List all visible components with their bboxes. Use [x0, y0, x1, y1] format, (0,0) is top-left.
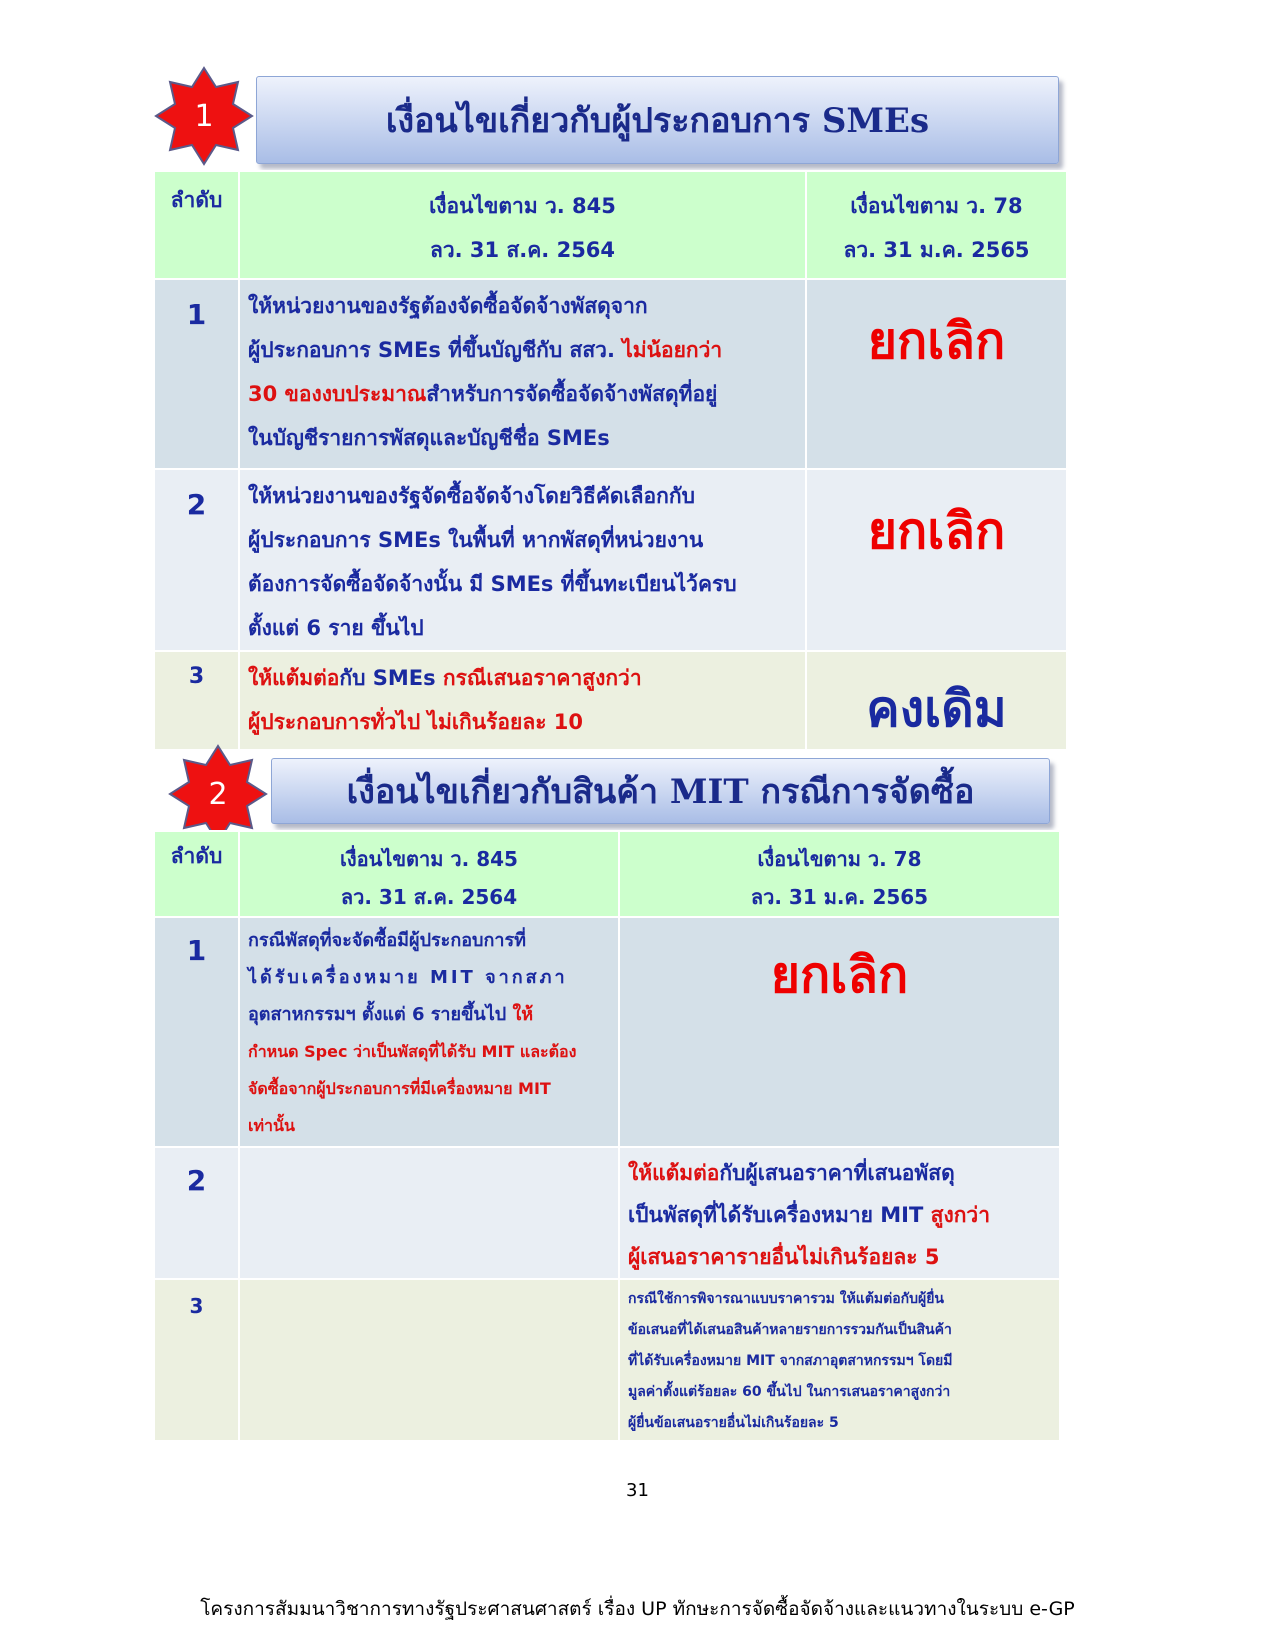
text-line [628, 1194, 1051, 1236]
text-line: กรณีพัสดุที่จะจัดซื้อมีผู้ประกอบการที่ [248, 930, 526, 951]
status-text: ยกเลิก [867, 502, 1006, 560]
text-line: ผู้ยื่นข้อเสนอรายอื่นไม่เกินร้อยละ 5 [628, 1415, 839, 1431]
text-line [248, 656, 797, 700]
status-text: คงเดิม [866, 680, 1007, 738]
highlight-segment: สูงกว่า [930, 1203, 990, 1227]
header-col1 [239, 831, 619, 917]
row-number-text: 1 [186, 934, 207, 967]
header-col2 [806, 171, 1067, 279]
table-row [154, 1147, 1060, 1279]
row-number-text: 3 [188, 664, 205, 689]
header-col2-line2: ลว. 31 ม.ค. 2565 [843, 238, 1030, 262]
text-line [628, 1152, 1051, 1194]
row-number-text: 1 [186, 298, 207, 331]
section1-badge-number: 1 [194, 98, 214, 134]
text-line [248, 372, 797, 416]
highlight-segment: ไม่น้อยกว่า [622, 338, 723, 362]
text-line [248, 328, 797, 372]
row-number [154, 1147, 239, 1279]
text-segment: กับผู้เสนอราคาที่เสนอพัสดุ [719, 1161, 955, 1185]
header-col1-line1: เงื่อนไขตาม ว. 845 [340, 847, 518, 871]
highlight-segment: ให้แต้มต่อ [248, 666, 340, 690]
page-number: 31 [626, 1480, 649, 1501]
status-text: ยกเลิก [867, 312, 1006, 370]
row-condition [239, 469, 806, 651]
text-line: ที่ได้รับเครื่องหมาย MIT จากสภาอุตสาหกรรมฯ โดยมี [628, 1353, 953, 1369]
status-text: ยกเลิก [770, 946, 909, 1004]
row-status [619, 917, 1060, 1147]
text-line: ให้หน่วยงานของรัฐจัดซื้อจัดจ้างโดยวิธีคัดเลือกกับ [248, 484, 695, 508]
header-col1-line2: ลว. 31 ส.ค. 2564 [429, 238, 616, 262]
header-col2-line2: ลว. 31 ม.ค. 2565 [750, 885, 929, 909]
row-number [154, 1279, 239, 1441]
row-number [154, 651, 239, 750]
section2-table [153, 830, 1061, 1442]
header-col2 [619, 831, 1060, 917]
text-segment: อุตสาหกรรมฯ ตั้งแต่ 6 รายขึ้นไป [248, 1004, 513, 1025]
header-order [154, 171, 239, 279]
section1-table [153, 170, 1068, 751]
text-line: ต้องการจัดซื้อจัดจ้างนั้น มี SMEs ที่ขึ้นทะเบียนไว้ครบ [248, 572, 737, 596]
section2-title: เงื่อนไขเกี่ยวกับสินค้า MIT กรณีการจัดซื้อ [346, 772, 975, 812]
section1-header-row [154, 171, 1067, 279]
table-row [154, 1279, 1060, 1441]
header-col1 [239, 171, 806, 279]
text-line: ได้รับเครื่องหมาย MIT จากสภา [248, 967, 568, 988]
text-line: ตั้งแต่ 6 ราย ขึ้นไป [248, 616, 424, 640]
highlight-segment: 30 ของงบประมาณ [248, 382, 427, 406]
text-line: ในบัญชีรายการพัสดุและบัญชีชื่อ SMEs [248, 426, 610, 450]
header-col1-line1: เงื่อนไขตาม ว. 845 [429, 194, 616, 218]
highlight-segment: ให้ [512, 1004, 534, 1025]
header-col1-line2: ลว. 31 ส.ค. 2564 [340, 885, 518, 909]
text-line: กรณีใช้การพิจารณาแบบราคารวม ให้แต้มต่อกับผู้ยื่น [628, 1291, 944, 1307]
text-line: เท่านั้น [248, 1116, 295, 1135]
section2-header-row [154, 831, 1060, 917]
section2-badge [168, 744, 268, 844]
text-segment: เป็นพัสดุที่ได้รับเครื่องหมาย MIT [628, 1203, 931, 1227]
text-line: ให้หน่วยงานของรัฐต้องจัดซื้อจัดจ้างพัสดุจาก [248, 294, 648, 318]
row-status [806, 279, 1067, 469]
table-row [154, 279, 1067, 469]
highlight-segment: ให้แต้มต่อ [628, 1161, 720, 1185]
row-condition [239, 917, 619, 1147]
text-line: ข้อเสนอที่ได้เสนอสินค้าหลายรายการรวมกันเป็นสินค้า [628, 1322, 952, 1338]
header-col2-line1: เงื่อนไขตาม ว. 78 [757, 847, 922, 871]
text-line: จัดซื้อจากผู้ประกอบการที่มีเครื่องหมาย MIT [248, 1079, 551, 1098]
row-number [154, 917, 239, 1147]
row-condition [239, 279, 806, 469]
text-line [248, 996, 610, 1033]
table-row [154, 469, 1067, 651]
row-number [154, 279, 239, 469]
section1-title-banner [256, 76, 1059, 164]
section1-badge [154, 66, 254, 166]
row-status [806, 469, 1067, 651]
section2-title-banner [271, 758, 1050, 824]
text-segment: สำหรับการจัดซื้อจัดจ้างพัสดุที่อยู่ [426, 382, 718, 406]
row-number-text: 3 [189, 1294, 204, 1318]
row-number-text: 2 [186, 1164, 207, 1197]
text-line: มูลค่าตั้งแต่ร้อยละ 60 ขึ้นไป ในการเสนอราคาสูงกว่า [628, 1384, 951, 1400]
text-line: ผู้เสนอราคารายอื่นไม่เกินร้อยละ 5 [628, 1245, 940, 1269]
section2-badge-number: 2 [208, 776, 228, 812]
text-segment: ผู้ประกอบการ SMEs ที่ขึ้นบัญชีกับ สสว. [248, 338, 623, 362]
table-row [154, 917, 1060, 1147]
section1-title: เงื่อนไขเกี่ยวกับผู้ประกอบการ SMEs [385, 101, 930, 141]
table-row [154, 651, 1067, 750]
row-condition-empty [239, 1279, 619, 1441]
header-order-label: ลำดับ [170, 844, 223, 868]
highlight-segment: กรณีเสนอราคาสูงกว่า [442, 666, 642, 690]
text-line: ผู้ประกอบการ SMEs ในพื้นที่ หากพัสดุที่หน่วยงาน [248, 528, 704, 552]
row-new-condition [619, 1279, 1060, 1441]
row-number-text: 2 [186, 488, 207, 521]
row-condition-empty [239, 1147, 619, 1279]
header-col2-line1: เงื่อนไขตาม ว. 78 [850, 194, 1023, 218]
row-number [154, 469, 239, 651]
footer-project-title: โครงการสัมมนาวิชาการทางรัฐประศาสนศาสตร์ เรื่อง UP ทักษะการจัดซื้อจัดจ้างและแนวทางในระบบ e-GP [200, 1598, 1075, 1620]
text-segment: กับ SMEs [339, 666, 443, 690]
row-condition [239, 651, 806, 750]
row-status [806, 651, 1067, 750]
header-order-label: ลำดับ [170, 188, 223, 212]
text-line: กำหนด Spec ว่าเป็นพัสดุที่ได้รับ MIT และต้อง [248, 1042, 577, 1061]
text-line: ผู้ประกอบการทั่วไป ไม่เกินร้อยละ 10 [248, 710, 584, 734]
row-new-condition [619, 1147, 1060, 1279]
header-order [154, 831, 239, 917]
